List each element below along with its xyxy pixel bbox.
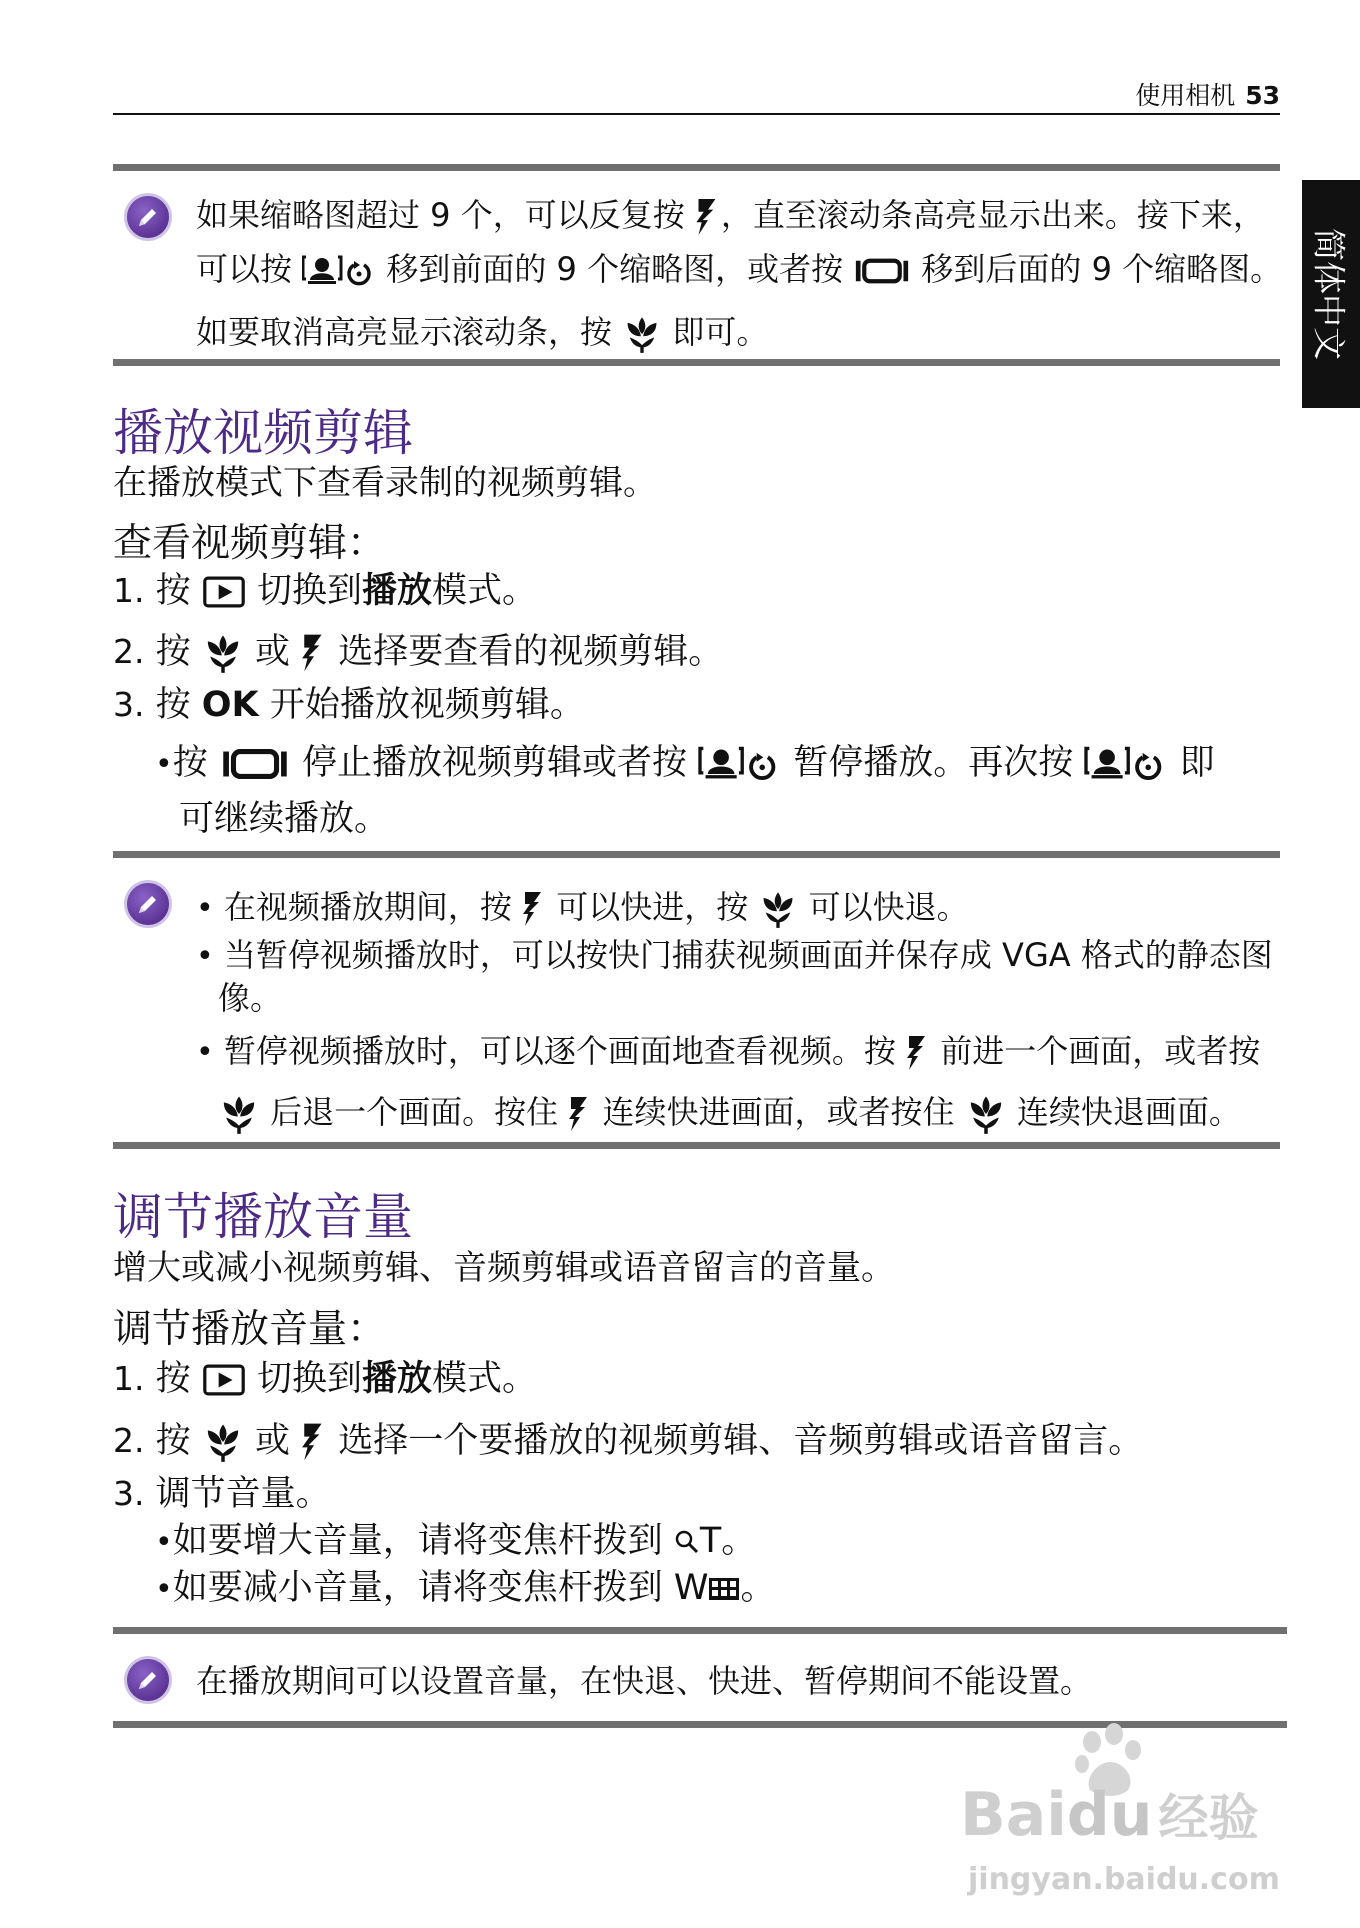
section2-bullet1: •如要增大音量，请将变焦杆拨到 T。 <box>155 1521 757 1561</box>
section2-title: 调节播放音量 <box>113 1188 413 1246</box>
page-header <box>1135 76 1280 112</box>
flash-icon <box>522 890 546 928</box>
header-divider <box>113 113 1280 115</box>
note-pencil-icon <box>124 1656 172 1704</box>
section1-bullet-line2: 可继续播放。 <box>179 799 390 839</box>
note1-top-rule <box>113 164 1280 171</box>
face-timer-icon <box>1084 744 1168 784</box>
zoom-tele-icon <box>674 1529 700 1555</box>
section1-intro: 在播放模式下查看录制的视频剪辑。 <box>113 463 657 503</box>
watermark-brand: Baidu 经验 <box>960 1780 1259 1850</box>
section1-step1: 1. 按 切换到播放模式。 <box>113 571 537 611</box>
note2-bullet3-cont: 后退一个画面。按住 连续快进画面，或者按住 连续快退画面。 <box>218 1093 1241 1135</box>
section1-title: 播放视频剪辑 <box>113 404 413 462</box>
note2-top-rule <box>113 851 1280 858</box>
note-pencil-icon <box>124 880 172 928</box>
language-tab-label: 简体中文 <box>1309 228 1349 360</box>
page-number: 53 <box>1245 81 1280 110</box>
macro-flower-icon <box>202 1421 244 1463</box>
section2-intro: 增大或减小视频剪辑、音频剪辑或语音留言的音量。 <box>113 1248 895 1288</box>
watermark-url: jingyan.baidu.com <box>968 1862 1280 1897</box>
note2-bullet3: • 暂停视频播放时，可以逐个画面地查看视频。按 前进一个画面，或者按 <box>196 1032 1261 1070</box>
language-tab <box>1302 180 1360 408</box>
note1-line2: 可以按 移到前面的 9 个缩略图，或者按 移到后面的 9 个缩略图。 <box>196 250 1283 288</box>
section2-step2: 2. 按 或 选择一个要播放的视频剪辑、音频剪辑或语音留言。 <box>113 1421 1144 1461</box>
section2-bullet2: •如要减小音量，请将变焦杆拨到 W 。 <box>155 1568 776 1608</box>
note1-bottom-rule <box>113 359 1280 366</box>
display-button-icon <box>853 257 911 285</box>
note3-text: 在播放期间可以设置音量，在快退、快进、暂停期间不能设置。 <box>196 1662 1093 1700</box>
note2-bullet2-cont: 像。 <box>218 979 283 1017</box>
note2-bullet1: • 在视频播放期间，按 可以快进，按 可以快退。 <box>196 889 969 929</box>
flash-icon <box>695 198 721 236</box>
flash-icon <box>301 1421 327 1463</box>
macro-flower-icon <box>965 1093 1007 1135</box>
section2-step1: 1. 按 切换到播放模式。 <box>113 1359 537 1399</box>
section1-step2: 2. 按 或 选择要查看的视频剪辑。 <box>113 632 724 672</box>
macro-flower-icon <box>622 314 662 354</box>
chapter-title: 使用相机 <box>1135 81 1236 110</box>
section2-subtitle: 调节播放音量： <box>113 1307 387 1352</box>
flash-icon <box>301 632 327 674</box>
zoom-wide-icon <box>708 1576 740 1602</box>
note1-line3: 如要取消高亮显示滚动条，按 即可。 <box>196 314 768 354</box>
playback-icon <box>202 576 246 608</box>
macro-flower-icon <box>758 889 798 929</box>
face-timer-icon <box>302 253 376 289</box>
zoom-tele-label: T <box>699 1521 722 1561</box>
macro-flower-icon <box>202 632 244 674</box>
macro-flower-icon <box>218 1093 260 1135</box>
section1-subtitle: 查看视频剪辑： <box>113 521 387 566</box>
note3-top-rule <box>113 1627 1287 1634</box>
note2-bottom-rule <box>113 1142 1280 1149</box>
face-timer-icon <box>698 744 782 784</box>
note1-line1: 如果缩略图超过 9 个，可以反复按 ，直至滚动条高亮显示出来。接下来， <box>196 196 1265 234</box>
display-button-icon <box>219 747 291 781</box>
section1-step3: 3. 按 OK 开始播放视频剪辑。 <box>113 685 585 725</box>
note-pencil-icon <box>124 193 172 241</box>
section1-bullet-line1: •按 停止播放视频剪辑或者按 暂停播放。再次按 即 <box>155 743 1215 783</box>
zoom-wide-label: W <box>673 1568 709 1608</box>
section2-step3: 3. 调节音量。 <box>113 1474 331 1514</box>
flash-icon <box>906 1034 930 1072</box>
flash-icon <box>568 1095 592 1133</box>
note2-bullet2: • 当暂停视频播放时，可以按快门捕获视频画面并保存成 VGA 格式的静态图 <box>196 936 1273 974</box>
playback-icon <box>202 1364 246 1396</box>
